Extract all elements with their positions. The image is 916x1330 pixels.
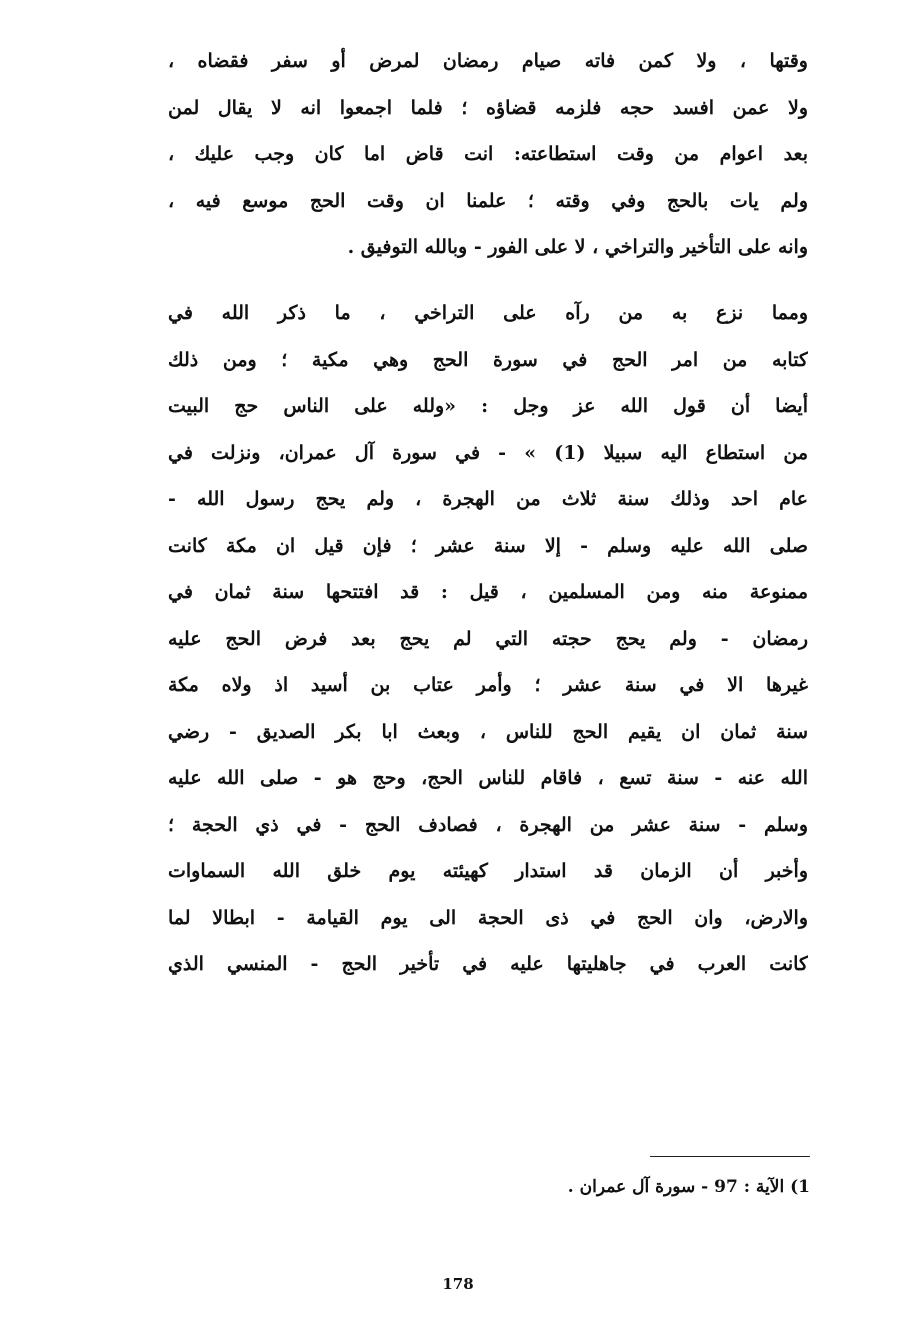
footnote: 1) الآية : 97 - سورة آل عمران . xyxy=(567,1177,810,1197)
text-line: من استطاع اليه سبيلا (1) » - في سورة آل عمران، ونزلت في xyxy=(168,441,808,464)
text-line: أيضا أن قول الله عز وجل : «ولله على الناس حج البيت xyxy=(168,395,808,417)
text-line: ولم يات بالحج وفي وقته ؛ علمنا ان وقت الحج موسع فيه ، xyxy=(168,189,808,212)
text-line: ممنوعة منه ومن المسلمين ، قيل : قد افتتحها سنة ثمان في xyxy=(168,581,808,603)
page-number: 178 xyxy=(442,1275,474,1293)
paragraph-2 xyxy=(168,290,808,988)
footnote-divider xyxy=(650,1156,810,1157)
text-line: وأخبر أن الزمان قد استدار كهيئته يوم خلق الله السماوات xyxy=(168,860,808,882)
text-line: غيرها الا في سنة عشر ؛ وأمر عتاب بن أسيد اذ ولاه مكة xyxy=(168,674,808,696)
text-line: صلى الله عليه وسلم - إلا سنة عشر ؛ فإن قيل ان مكة كانت xyxy=(168,534,808,557)
text-line: ولا عمن افسد حجه فلزمه قضاؤه ؛ فلما اجمعوا انه لا يقال لمن xyxy=(168,96,808,119)
text-line: رمضان - ولم يحج حجته التي لم يحج بعد فرض الحج عليه xyxy=(168,627,808,650)
text-line: ومما نزع به من رآه على التراخي ، ما ذكر الله في xyxy=(168,302,808,324)
text-line: الله عنه - سنة تسع ، فاقام للناس الحج، وحج هو - صلى الله عليه xyxy=(168,767,808,789)
text-line: عام احد وذلك سنة ثلاث من الهجرة ، ولم يحج رسول الله - xyxy=(168,488,808,510)
text-line: وانه على التأخير والتراخي ، لا على الفور - وبالله التوفيق . xyxy=(347,236,808,258)
text-line: وسلم - سنة عشر من الهجرة ، فصادف الحج - في ذي الحجة ؛ xyxy=(168,813,808,836)
text-line: والارض، وان الحج في ذى الحجة الى يوم القيامة - ابطالا لما xyxy=(168,906,808,929)
text-line: بعد اعوام من وقت استطاعته: انت قاض اما كان وجب عليك ، xyxy=(168,143,808,165)
text-line: سنة ثمان ان يقيم الحج للناس ، وبعث ابا بكر الصديق - رضي xyxy=(168,720,808,743)
paragraph-1 xyxy=(168,38,808,271)
text-line: وقتها ، ولا كمن فاته صيام رمضان لمرض أو سفر فقضاه ، xyxy=(168,50,808,72)
text-line: كتابه من امر الحج في سورة الحج وهي مكية ؛ ومن ذلك xyxy=(168,348,808,371)
text-line: كانت العرب في جاهليتها عليه في تأخير الحج - المنسي الذي xyxy=(168,953,808,975)
